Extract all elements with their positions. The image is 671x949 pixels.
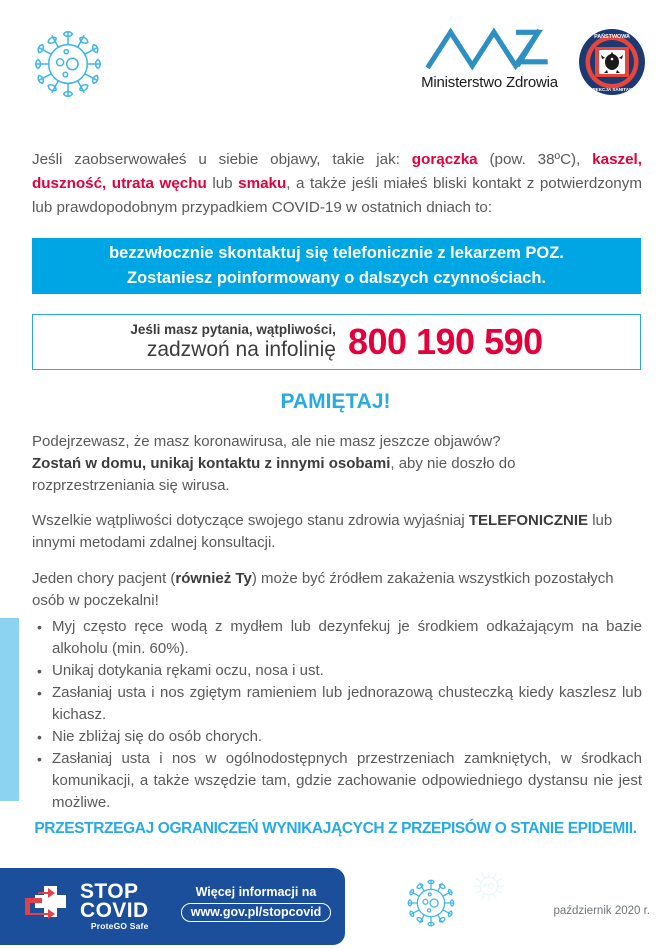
banner-line-2: Zostaniesz poinformowany o dalszych czynnościach. bbox=[126, 269, 546, 287]
remember-p3-bold: również Ty bbox=[175, 570, 252, 587]
coronavirus-icon-faint bbox=[468, 866, 510, 906]
call-doctor-banner bbox=[32, 238, 641, 294]
stopcovid-cross-icon bbox=[24, 884, 76, 928]
intro-part-2: (pow. 38ºC), bbox=[477, 151, 593, 169]
coronavirus-icon bbox=[22, 20, 114, 108]
hotline-label-line-2: zadzwoń na infolinię bbox=[146, 338, 336, 361]
hotline-box bbox=[32, 314, 641, 370]
symptom-taste: smaku bbox=[238, 175, 287, 193]
sanitary-inspection-seal bbox=[578, 28, 646, 96]
intro-part-4: , a także jeśli miałeś bliski kontakt z potwierdzonym lub prawdopodobnym przypadkiem COVID-19 w ostatnich dniach to: bbox=[32, 175, 642, 217]
symptom-cough-group: kaszel, duszność, utrata węchu bbox=[32, 151, 642, 193]
hotline-label-line-1: Jeśli masz pytania, wątpliwości, bbox=[130, 322, 336, 337]
seal-bottom-text: INSPEKCJA SANITARNA bbox=[584, 87, 640, 92]
intro-paragraph bbox=[32, 148, 642, 220]
restrictions-headline: PRZESTRZEGAJ OGRANICZEŃ WYNIKAJĄCYCH Z PRZEPISÓW O STANIE EPIDEMII. bbox=[34, 820, 637, 837]
remember-p1-bold: Zostań w domu, unikaj kontaktu z innymi osobami bbox=[32, 455, 391, 472]
poster-header bbox=[0, 0, 671, 118]
hotline-phone-number[interactable]: 800 190 590 bbox=[347, 321, 543, 362]
remember-p3-part-1: Jeden chory pacjent ( bbox=[32, 570, 176, 587]
remember-paragraph-3 bbox=[32, 568, 642, 612]
remember-p1-line-1: Podejrzewasz, że masz koronawirusa, ale nie masz jeszcze objawów? bbox=[32, 433, 501, 450]
remember-paragraph-1 bbox=[32, 431, 642, 497]
remember-p2-bold: TELEFONICZNIE bbox=[468, 512, 589, 529]
stopcovid-subtitle: ProteGO Safe bbox=[90, 921, 149, 931]
more-info-url[interactable]: www.gov.pl/stopcovid bbox=[181, 903, 332, 922]
more-info-block bbox=[176, 884, 336, 922]
intro-part-1: Jeśli zaobserwowałeś u siebie objawy, takie jak: bbox=[32, 151, 412, 169]
remember-p2-part-2: lub innymi metodami zdalnej konsultacji. bbox=[32, 512, 613, 551]
mz-mark-icon bbox=[425, 26, 555, 72]
remember-title: PAMIĘTAJ! bbox=[280, 390, 391, 413]
ministry-of-health-logo bbox=[417, 26, 562, 98]
seal-top-text: PAŃSTWOWA bbox=[594, 34, 630, 40]
stopcovid-word-stop: STOP bbox=[80, 880, 139, 903]
list-item: • Myj często ręce wodą z mydłem lub dezynfekuj je środkiem odkażającym na bazie alkoholu (min. 60%). bbox=[36, 616, 642, 660]
banner-line-1: bezzwłocznie skontaktuj się telefonicznie z lekarzem POZ. bbox=[109, 244, 564, 262]
list-item: • Zasłaniaj usta i nos w ogólnodostępnych przestrzeniach zamkniętych, w środkach komunikacji, a także wszędzie tam, gdzie zachowanie odpowiedniego dystansu nie jest możliwe. bbox=[36, 748, 642, 814]
remember-p1-rest: , aby nie doszło do rozprzestrzeniania się wirusa. bbox=[32, 455, 516, 494]
intro-part-3: lub bbox=[206, 175, 239, 193]
stopcovid-word-covid: COVID bbox=[80, 899, 149, 922]
publication-date: październik 2020 r. bbox=[553, 905, 650, 917]
symptom-fever: gorączka bbox=[411, 151, 478, 169]
more-info-label: Więcej informacji na bbox=[195, 885, 317, 899]
list-item: • Zasłaniaj usta i nos zgiętym ramieniem lub jednorazową chusteczką kiedy kaszlesz lub kichasz. bbox=[36, 682, 642, 726]
remember-p2-part-1: Wszelkie wątpliwości dotyczące swojego stanu zdrowia wyjaśniaj bbox=[32, 512, 469, 529]
list-item: • Nie zbliżaj się do osób chorych. bbox=[36, 726, 642, 748]
list-item: • Unikaj dotykania rękami oczu, nosa i ust. bbox=[36, 660, 642, 682]
remember-p3-part-2: ) może być źródłem zakażenia wszystkich pozostałych osób w poczekalni! bbox=[32, 570, 614, 609]
remember-paragraph-2 bbox=[32, 510, 642, 554]
ministry-name: Ministerstwo Zdrowia bbox=[421, 74, 558, 91]
stopcovid-logo bbox=[24, 880, 164, 932]
prevention-bullet-list bbox=[36, 616, 642, 814]
bullets-accent-bar bbox=[0, 618, 19, 801]
hotline-label bbox=[130, 322, 336, 362]
coronavirus-icon-footer bbox=[398, 872, 464, 934]
